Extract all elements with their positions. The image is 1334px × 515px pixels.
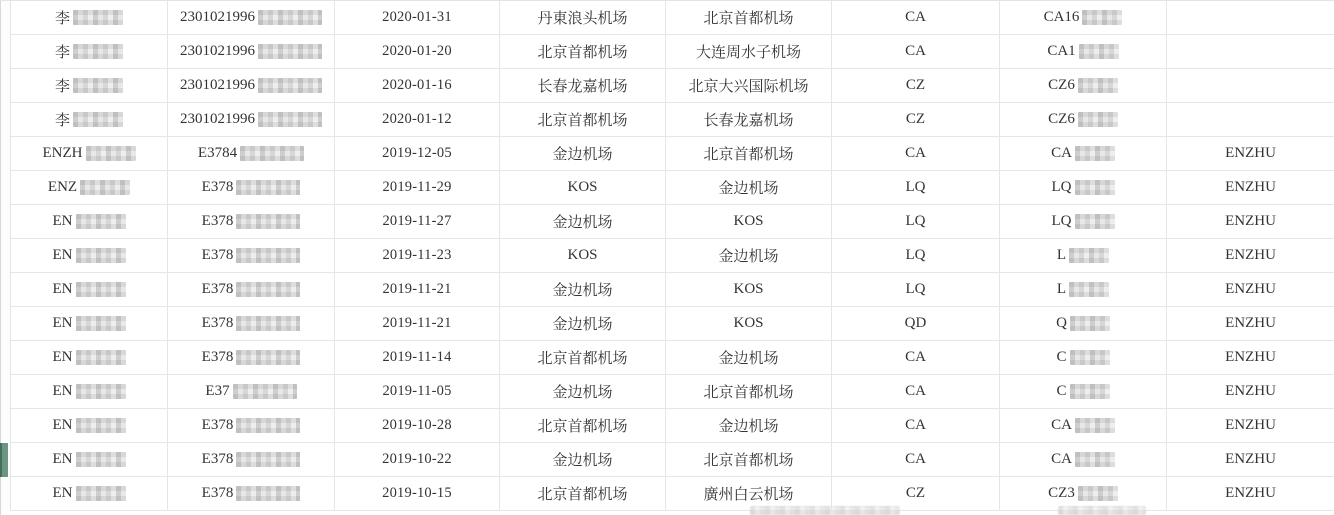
- cell-airline-code[interactable]: [832, 239, 1000, 272]
- redaction-mosaic: [258, 10, 322, 25]
- cell-remark[interactable]: [1167, 103, 1334, 136]
- arrival-airport-text: 北京大兴国际机场: [688, 79, 809, 95]
- cell-passenger-name[interactable]: [11, 409, 168, 442]
- cell-departure-airport[interactable]: [500, 307, 666, 340]
- id-number-text: E378: [201, 281, 234, 297]
- departure-airport-text: 长春龙嘉机场: [537, 79, 628, 95]
- flight-date-text: 2020-01-31: [382, 9, 452, 25]
- cell-remark[interactable]: [1167, 69, 1334, 102]
- cell-arrival-airport[interactable]: [666, 273, 832, 306]
- cell-remark[interactable]: [1167, 171, 1334, 204]
- cell-id-number[interactable]: [168, 443, 335, 476]
- redaction-mosaic: [76, 418, 126, 433]
- table-row: [11, 409, 1334, 443]
- table-row: [11, 103, 1334, 137]
- id-number-text: 2301021996: [180, 9, 255, 25]
- cell-airline-code[interactable]: [832, 137, 1000, 170]
- cell-arrival-airport[interactable]: [666, 171, 832, 204]
- cell-airline-code[interactable]: [832, 443, 1000, 476]
- flight-number-text: CA: [1051, 451, 1072, 467]
- redaction-mosaic: [1078, 112, 1118, 127]
- cell-id-number[interactable]: [168, 239, 335, 272]
- arrival-airport-text: 北京首都机场: [703, 11, 794, 27]
- departure-airport-text: 金边机场: [552, 283, 613, 299]
- cell-flight-date[interactable]: [335, 69, 500, 102]
- cell-id-number[interactable]: [168, 171, 335, 204]
- cell-id-number[interactable]: [168, 273, 335, 306]
- cell-flight-date[interactable]: [335, 1, 500, 34]
- redaction-mosaic: [1079, 44, 1119, 59]
- redaction-mosaic: [76, 350, 126, 365]
- airline-code-text: CA: [905, 9, 926, 25]
- cell-flight-number[interactable]: [1000, 307, 1167, 340]
- flight-date-text: 2019-11-27: [382, 213, 452, 229]
- table-row: [11, 239, 1334, 273]
- airline-code-text: CZ: [905, 77, 926, 93]
- cell-airline-code[interactable]: [832, 307, 1000, 340]
- cell-remark[interactable]: [1167, 477, 1334, 510]
- flight-number-text: L: [1056, 281, 1067, 297]
- flight-date-text: 2019-10-28: [382, 417, 452, 433]
- flight-number-text: CZ6: [1048, 111, 1075, 127]
- departure-airport-text: KOS: [567, 247, 598, 263]
- id-number-text: E378: [201, 315, 234, 331]
- flight-number-text: CA16: [1043, 9, 1080, 25]
- redaction-mosaic: [1078, 78, 1118, 93]
- remark-text: ENZHU: [1225, 451, 1276, 467]
- cell-flight-number[interactable]: [1000, 409, 1167, 442]
- cell-flight-date[interactable]: [335, 477, 500, 510]
- airline-code-text: CA: [905, 417, 926, 433]
- redaction-mosaic: [76, 282, 126, 297]
- passenger-name-text: 李: [54, 45, 70, 61]
- cell-flight-date[interactable]: [335, 409, 500, 442]
- id-number-text: E378: [201, 451, 234, 467]
- redaction-mosaic: [76, 316, 126, 331]
- passenger-name-text: EN: [52, 383, 73, 399]
- passenger-name-text: ENZ: [47, 179, 78, 195]
- arrival-airport-text: 大连周水子机场: [695, 45, 801, 61]
- cell-passenger-name[interactable]: [11, 205, 168, 238]
- flight-number-text: LQ: [1051, 213, 1072, 229]
- cell-remark[interactable]: [1167, 443, 1334, 476]
- arrival-airport-text: 北京首都机场: [703, 147, 794, 163]
- cell-departure-airport[interactable]: [500, 239, 666, 272]
- airline-code-text: CA: [905, 451, 926, 467]
- redaction-mosaic: [73, 112, 123, 127]
- remark-text: ENZHU: [1225, 281, 1276, 297]
- cell-airline-code[interactable]: [832, 35, 1000, 68]
- flight-date-text: 2019-10-22: [382, 451, 452, 467]
- redaction-mosaic: [236, 452, 300, 467]
- passenger-name-text: 李: [54, 79, 70, 95]
- passenger-name-text: EN: [52, 281, 73, 297]
- cell-flight-number[interactable]: [1000, 103, 1167, 136]
- cell-remark[interactable]: [1167, 239, 1334, 272]
- passenger-name-text: EN: [52, 485, 73, 501]
- redaction-mosaic: [258, 44, 322, 59]
- passenger-name-text: 李: [54, 11, 70, 27]
- flight-date-text: 2020-01-16: [382, 77, 452, 93]
- cell-remark[interactable]: [1167, 1, 1334, 34]
- redaction-mosaic: [236, 214, 300, 229]
- departure-airport-text: KOS: [567, 179, 598, 195]
- redaction-mosaic: [86, 146, 136, 161]
- cell-departure-airport[interactable]: [500, 443, 666, 476]
- table-row: [11, 341, 1334, 375]
- cell-passenger-name[interactable]: [11, 375, 168, 408]
- id-number-text: E378: [201, 179, 234, 195]
- cell-flight-date[interactable]: [335, 443, 500, 476]
- cell-remark[interactable]: [1167, 409, 1334, 442]
- flight-number-text: CA: [1051, 417, 1072, 433]
- cell-passenger-name[interactable]: [11, 443, 168, 476]
- flight-date-text: 2020-01-20: [382, 43, 452, 59]
- redaction-mosaic: [1075, 214, 1115, 229]
- flight-number-text: CZ6: [1048, 77, 1075, 93]
- cell-airline-code[interactable]: [832, 1, 1000, 34]
- id-number-text: E378: [201, 349, 234, 365]
- cell-flight-number[interactable]: [1000, 35, 1167, 68]
- flight-date-text: 2019-11-23: [382, 247, 452, 263]
- flight-number-text: Q: [1056, 315, 1067, 331]
- redaction-mosaic: [1075, 452, 1115, 467]
- flight-number-text: CZ3: [1048, 485, 1075, 501]
- cell-flight-number[interactable]: [1000, 1, 1167, 34]
- cell-id-number[interactable]: [168, 307, 335, 340]
- id-number-text: E378: [201, 247, 234, 263]
- flight-date-text: 2019-11-29: [382, 179, 452, 195]
- redaction-mosaic: [1069, 282, 1109, 297]
- cell-passenger-name[interactable]: [11, 477, 168, 510]
- cell-arrival-airport[interactable]: [666, 341, 832, 374]
- flight-date-text: 2019-11-21: [382, 281, 452, 297]
- passenger-name-text: EN: [52, 417, 73, 433]
- redaction-mosaic: [236, 486, 300, 501]
- cell-flight-number[interactable]: [1000, 375, 1167, 408]
- cell-departure-airport[interactable]: [500, 273, 666, 306]
- row-selection-marker: [0, 443, 8, 477]
- airline-code-text: LQ: [905, 179, 926, 195]
- cell-id-number[interactable]: [168, 1, 335, 34]
- cell-passenger-name[interactable]: [11, 103, 168, 136]
- cell-arrival-airport[interactable]: [666, 103, 832, 136]
- table-row: [11, 69, 1334, 103]
- cell-departure-airport[interactable]: [500, 409, 666, 442]
- remark-text: ENZHU: [1225, 485, 1276, 501]
- cell-id-number[interactable]: [168, 137, 335, 170]
- cell-airline-code[interactable]: [832, 103, 1000, 136]
- cell-passenger-name[interactable]: [11, 341, 168, 374]
- id-number-text: 2301021996: [180, 111, 255, 127]
- cell-airline-code[interactable]: [832, 69, 1000, 102]
- table-row: [11, 375, 1334, 409]
- redaction-mosaic: [1070, 316, 1110, 331]
- arrival-airport-text: 金边机场: [718, 419, 779, 435]
- cell-flight-date[interactable]: [335, 307, 500, 340]
- arrival-airport-text: KOS: [733, 315, 764, 331]
- cell-id-number[interactable]: [168, 205, 335, 238]
- table-row: [11, 35, 1334, 69]
- arrival-airport-text: KOS: [733, 213, 764, 229]
- passenger-name-text: EN: [52, 451, 73, 467]
- redaction-mosaic: [73, 44, 123, 59]
- cell-arrival-airport[interactable]: [666, 69, 832, 102]
- table-row: [11, 137, 1334, 171]
- redaction-mosaic: [73, 10, 123, 25]
- arrival-airport-text: 长春龙嘉机场: [703, 113, 794, 129]
- departure-airport-text: 北京首都机场: [537, 351, 628, 367]
- cell-arrival-airport[interactable]: [666, 205, 832, 238]
- table-row: [11, 443, 1334, 477]
- cell-passenger-name[interactable]: [11, 273, 168, 306]
- redaction-mosaic: [258, 78, 322, 93]
- id-number-text: E378: [201, 213, 234, 229]
- redaction-mosaic: [1070, 350, 1110, 365]
- flight-date-text: 2019-12-05: [382, 145, 452, 161]
- cell-flight-number[interactable]: [1000, 341, 1167, 374]
- airline-code-text: QD: [904, 315, 927, 331]
- table-row: [11, 273, 1334, 307]
- departure-airport-text: 北京首都机场: [537, 113, 628, 129]
- arrival-airport-text: 北京首都机场: [703, 453, 794, 469]
- arrival-airport-text: 北京首都机场: [703, 385, 794, 401]
- cell-flight-number[interactable]: [1000, 137, 1167, 170]
- cell-departure-airport[interactable]: [500, 205, 666, 238]
- cell-departure-airport[interactable]: [500, 171, 666, 204]
- departure-airport-text: 北京首都机场: [537, 487, 628, 503]
- flight-number-text: C: [1056, 383, 1067, 399]
- redaction-mosaic: [236, 248, 300, 263]
- cell-passenger-name[interactable]: [11, 171, 168, 204]
- cell-flight-date[interactable]: [335, 35, 500, 68]
- cell-passenger-name[interactable]: [11, 1, 168, 34]
- cell-arrival-airport[interactable]: [666, 409, 832, 442]
- airline-code-text: CA: [905, 43, 926, 59]
- departure-airport-text: 丹東浪头机场: [537, 11, 628, 27]
- redaction-mosaic: [1075, 418, 1115, 433]
- passenger-name-text: EN: [52, 315, 73, 331]
- airline-code-text: CA: [905, 145, 926, 161]
- redaction-mosaic: [240, 146, 304, 161]
- airline-code-text: CZ: [905, 485, 926, 501]
- table-row: [11, 171, 1334, 205]
- arrival-airport-text: KOS: [733, 281, 764, 297]
- cell-remark[interactable]: [1167, 341, 1334, 374]
- cell-departure-airport[interactable]: [500, 341, 666, 374]
- cell-airline-code[interactable]: [832, 375, 1000, 408]
- flight-date-text: 2019-11-14: [382, 349, 452, 365]
- redaction-mosaic: [1082, 10, 1122, 25]
- cell-arrival-airport[interactable]: [666, 35, 832, 68]
- departure-airport-text: 北京首都机场: [537, 45, 628, 61]
- departure-airport-text: 金边机场: [552, 215, 613, 231]
- cell-flight-number[interactable]: [1000, 205, 1167, 238]
- cell-passenger-name[interactable]: [11, 137, 168, 170]
- cell-remark[interactable]: [1167, 273, 1334, 306]
- redaction-mosaic: [1070, 384, 1110, 399]
- cell-airline-code[interactable]: [832, 341, 1000, 374]
- cell-remark[interactable]: [1167, 307, 1334, 340]
- flight-number-text: CA: [1051, 145, 1072, 161]
- redaction-mosaic: [236, 180, 300, 195]
- flight-date-text: 2020-01-12: [382, 111, 452, 127]
- airline-code-text: CZ: [905, 111, 926, 127]
- redaction-mosaic: [76, 214, 126, 229]
- cell-flight-date[interactable]: [335, 273, 500, 306]
- cell-flight-date[interactable]: [335, 239, 500, 272]
- cell-id-number[interactable]: [168, 477, 335, 510]
- flight-number-text: LQ: [1051, 179, 1072, 195]
- remark-text: ENZHU: [1225, 417, 1276, 433]
- id-number-text: 2301021996: [180, 43, 255, 59]
- passenger-name-text: 李: [54, 113, 70, 129]
- table-row: [11, 307, 1334, 341]
- cell-passenger-name[interactable]: [11, 307, 168, 340]
- departure-airport-text: 金边机场: [552, 317, 613, 333]
- cell-departure-airport[interactable]: [500, 375, 666, 408]
- redaction-mosaic: [80, 180, 130, 195]
- cell-id-number[interactable]: [168, 375, 335, 408]
- cell-flight-date[interactable]: [335, 137, 500, 170]
- redaction-mosaic: [236, 316, 300, 331]
- redaction-mosaic: [1069, 248, 1109, 263]
- cell-flight-date[interactable]: [335, 103, 500, 136]
- redaction-mosaic: [76, 248, 126, 263]
- remark-text: ENZHU: [1225, 315, 1276, 331]
- cell-arrival-airport[interactable]: [666, 239, 832, 272]
- passenger-name-text: EN: [52, 247, 73, 263]
- redaction-mosaic: [1075, 146, 1115, 161]
- remark-text: ENZHU: [1225, 179, 1276, 195]
- cell-passenger-name[interactable]: [11, 35, 168, 68]
- departure-airport-text: 金边机场: [552, 385, 613, 401]
- id-number-text: 2301021996: [180, 77, 255, 93]
- airline-code-text: LQ: [905, 281, 926, 297]
- cell-remark[interactable]: [1167, 375, 1334, 408]
- redaction-mosaic: [76, 384, 126, 399]
- cell-arrival-airport[interactable]: [666, 307, 832, 340]
- cell-remark[interactable]: [1167, 137, 1334, 170]
- flight-number-text: L: [1056, 247, 1067, 263]
- redaction-mosaic: [236, 350, 300, 365]
- id-number-text: E378: [201, 485, 234, 501]
- redaction-mosaic: [1078, 486, 1118, 501]
- remark-text: ENZHU: [1225, 349, 1276, 365]
- arrival-airport-text: 金边机场: [718, 351, 779, 367]
- cell-departure-airport[interactable]: [500, 1, 666, 34]
- redaction-mosaic: [73, 78, 123, 93]
- remark-text: ENZHU: [1225, 145, 1276, 161]
- cell-flight-number[interactable]: [1000, 239, 1167, 272]
- id-number-text: E37: [205, 383, 230, 399]
- flight-number-text: CA1: [1047, 43, 1076, 59]
- sheet-rows: [10, 1, 1334, 511]
- table-row: [11, 205, 1334, 239]
- cell-remark[interactable]: [1167, 35, 1334, 68]
- cell-departure-airport[interactable]: [500, 103, 666, 136]
- redaction-mosaic: [236, 282, 300, 297]
- cell-arrival-airport[interactable]: [666, 1, 832, 34]
- id-number-text: E378: [201, 417, 234, 433]
- cell-id-number[interactable]: [168, 69, 335, 102]
- airline-code-text: LQ: [905, 247, 926, 263]
- cell-remark[interactable]: [1167, 205, 1334, 238]
- cell-arrival-airport[interactable]: [666, 137, 832, 170]
- cell-id-number[interactable]: [168, 35, 335, 68]
- flight-date-text: 2019-11-05: [382, 383, 452, 399]
- cell-airline-code[interactable]: [832, 409, 1000, 442]
- passenger-name-text: EN: [52, 349, 73, 365]
- cell-flight-number[interactable]: [1000, 273, 1167, 306]
- redaction-mosaic: [258, 112, 322, 127]
- cell-airline-code[interactable]: [832, 171, 1000, 204]
- passenger-name-text: ENZH: [42, 145, 83, 161]
- remark-text: ENZHU: [1225, 247, 1276, 263]
- departure-airport-text: 金边机场: [552, 453, 613, 469]
- airline-code-text: CA: [905, 383, 926, 399]
- redaction-mosaic: [233, 384, 297, 399]
- cell-flight-number[interactable]: [1000, 443, 1167, 476]
- cell-departure-airport[interactable]: [500, 69, 666, 102]
- cell-passenger-name[interactable]: [11, 239, 168, 272]
- flight-number-text: C: [1056, 349, 1067, 365]
- airline-code-text: CA: [905, 349, 926, 365]
- cell-id-number[interactable]: [168, 341, 335, 374]
- cell-flight-date[interactable]: [335, 171, 500, 204]
- redaction-mosaic: [76, 486, 126, 501]
- cell-airline-code[interactable]: [832, 273, 1000, 306]
- flight-date-text: 2019-10-15: [382, 485, 452, 501]
- passenger-name-text: EN: [52, 213, 73, 229]
- redaction-mosaic: [1075, 180, 1115, 195]
- cell-departure-airport[interactable]: [500, 137, 666, 170]
- cell-departure-airport[interactable]: [500, 35, 666, 68]
- departure-airport-text: 北京首都机场: [537, 419, 628, 435]
- cell-id-number[interactable]: [168, 409, 335, 442]
- cell-arrival-airport[interactable]: [666, 443, 832, 476]
- airline-code-text: LQ: [905, 213, 926, 229]
- cell-airline-code[interactable]: [832, 205, 1000, 238]
- arrival-airport-text: 廣州白云机场: [703, 487, 794, 503]
- redaction-mosaic: [76, 452, 126, 467]
- arrival-airport-text: 金边机场: [718, 181, 779, 197]
- cell-flight-number[interactable]: [1000, 69, 1167, 102]
- flight-date-text: 2019-11-21: [382, 315, 452, 331]
- departure-airport-text: 金边机场: [552, 147, 613, 163]
- remark-text: ENZHU: [1225, 213, 1276, 229]
- cell-arrival-airport[interactable]: [666, 375, 832, 408]
- cell-departure-airport[interactable]: [500, 477, 666, 510]
- cell-flight-date[interactable]: [335, 375, 500, 408]
- cell-flight-number[interactable]: [1000, 171, 1167, 204]
- cell-id-number[interactable]: [168, 103, 335, 136]
- cell-flight-date[interactable]: [335, 205, 500, 238]
- cell-flight-date[interactable]: [335, 341, 500, 374]
- redaction-mosaic: [236, 418, 300, 433]
- id-number-text: E3784: [197, 145, 238, 161]
- arrival-airport-text: 金边机场: [718, 249, 779, 265]
- table-row: [11, 1, 1334, 35]
- remark-text: ENZHU: [1225, 383, 1276, 399]
- cell-passenger-name[interactable]: [11, 69, 168, 102]
